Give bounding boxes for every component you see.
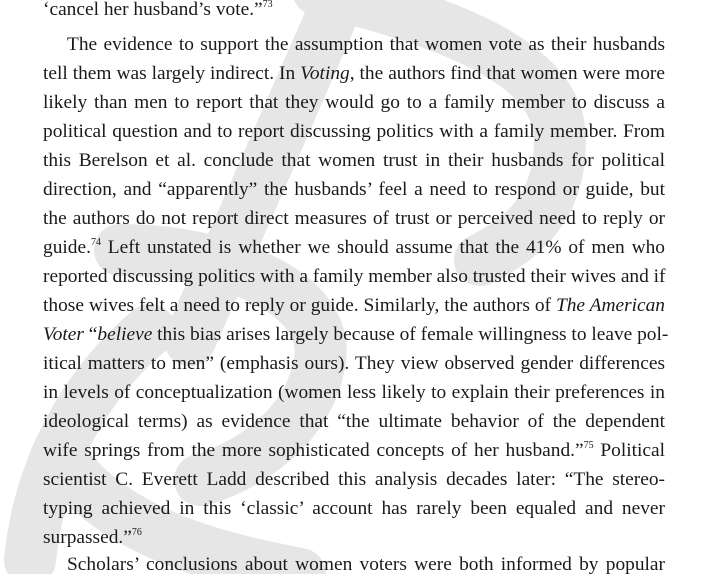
text-line-20: Scholars’ conclusions about women voters were both informed by popular	[67, 554, 665, 575]
footnote-ref-75[interactable]: 75	[583, 440, 594, 451]
footnote-ref-74[interactable]: 74	[90, 237, 101, 248]
text-line-14: in levels of conceptualization (women less likely to explain their preferences in	[43, 382, 665, 403]
text-line-18: typing achieved in this ‘classic’ account has rarely been equaled and never	[43, 498, 665, 519]
text-line-13: itical matters to men” (emphasis ours). They view observed gender differences	[43, 353, 665, 374]
text-line-17: scientist C. Everett Ladd described this analysis decades later: “The stereo-	[43, 469, 665, 490]
text-line-1: ‘cancel her husband’s vote.”$^{73}$	[43, 0, 273, 20]
text-line-5: political question and to report discussing politics with a family member. From	[43, 121, 665, 142]
footnote-ref-76[interactable]: 76	[131, 527, 142, 538]
text-line-2: The evidence to support the assumption that women vote as their husbands	[67, 34, 665, 55]
text-line-4: likely than men to report that they would go to a family member to discuss a	[43, 92, 665, 113]
text-line-3: tell them was largely indirect. In Voting, the authors find that women were more	[43, 63, 665, 84]
text-line-8: the authors do not report direct measures of trust or perceived need to reply or	[43, 208, 665, 229]
text-line-6: this Berelson et al. conclude that women trust in their husbands for political	[43, 150, 665, 171]
text-line-9: guide.$^{74}$ Left unstated is whether we should assume that the 41% of men who	[43, 237, 665, 258]
text-line-11: those wives felt a need to reply or guide. Similarly, the authors of The American	[43, 295, 665, 316]
text-line-19: surpassed.”$^{76}$	[43, 527, 142, 548]
text-line-15: ideological terms) as evidence that “the ultimate behavior of the dependent	[43, 411, 665, 432]
text-line-7: direction, and “apparently” the husbands’ feel a need to respond or guide, but	[43, 179, 665, 200]
text-line-16: wife springs from the more sophisticated concepts of her husband.”$^{75}$ Political	[43, 440, 665, 461]
text-line-12: Voter “believe this bias arises largely because of female willingness to leave pol-	[43, 324, 669, 345]
footnote-ref-73[interactable]: 73	[262, 0, 273, 10]
text-line-10: reported discussing politics with a family member also trusted their wives and if	[43, 266, 666, 287]
